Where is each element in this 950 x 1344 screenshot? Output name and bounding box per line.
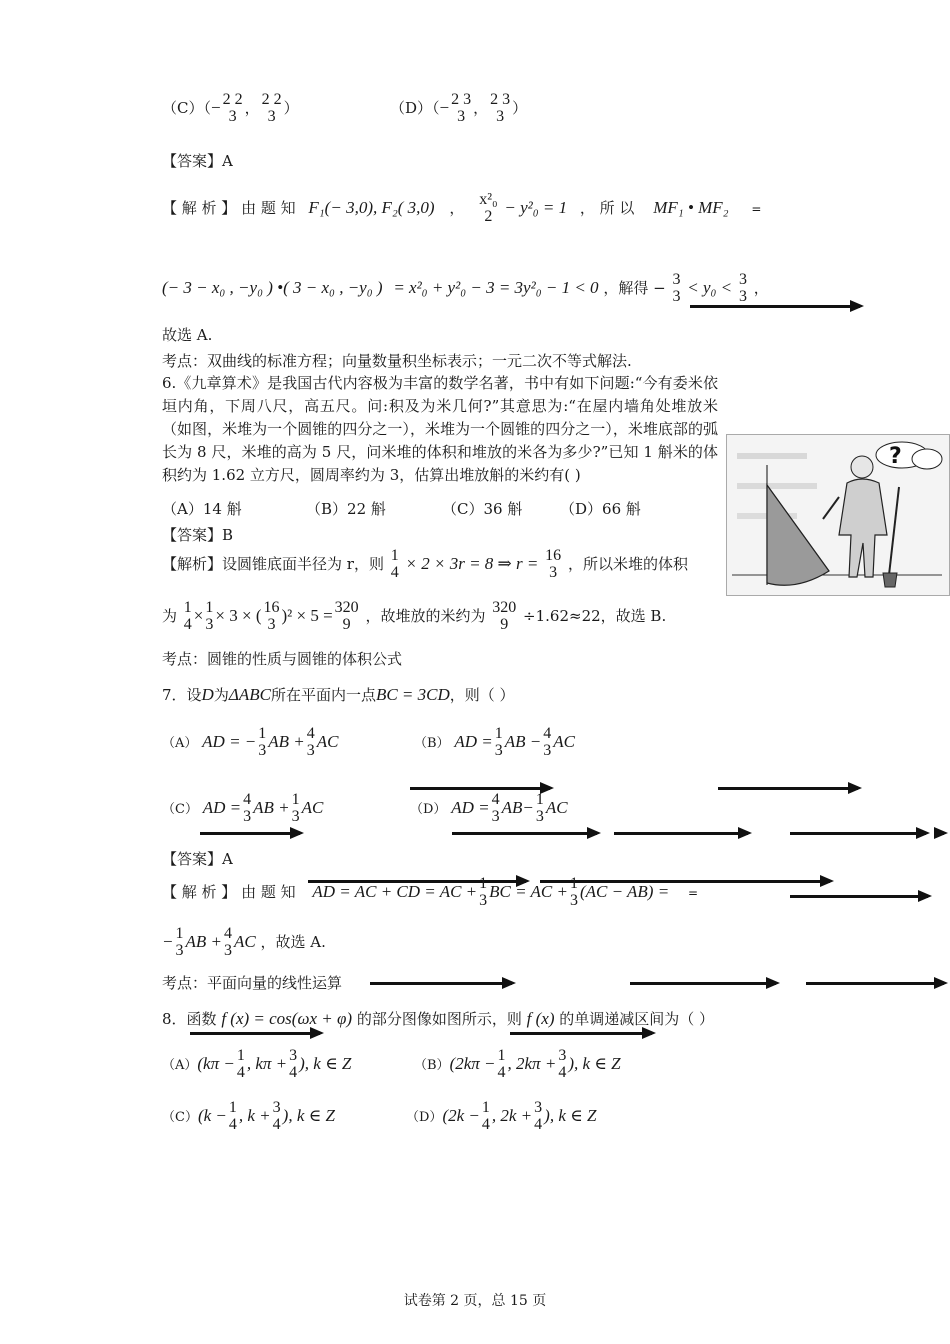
fraction: 1 3 xyxy=(479,875,488,909)
q5-kaodian: 考点：双曲线的标准方程；向量数量积坐标表示；一元二次不等式解法. xyxy=(162,352,632,370)
fraction: 4 3 xyxy=(306,725,315,759)
q6-kaodian: 考点：圆锥的性质与圆锥的体积公式 xyxy=(162,650,403,668)
q6-stem: 6.《九章算术》是我国古代内容极为丰富的数学名著，书中有如下问题:“今有委米依垣内角，下周八尺，高五尺。问:积及为米几何?”其意思为:“在屋内墙角处堆放米（如图，米堆为一个圆锥的四分之一），米堆为一个圆锥的四分之一），米堆底部的弧长为 8 尺，米堆的高为 5 尺，问米堆的体积和堆放的米各为多少?”已知 1 斛米的体积约为 1.62 立方尺，圆周率约为 3，估算出堆放斛的米约有( ) xyxy=(162,374,718,484)
fraction: 1 3 xyxy=(175,925,184,959)
vector-arrow xyxy=(452,832,597,835)
vector-arrow xyxy=(718,787,858,790)
fraction: 1 4 xyxy=(228,1099,237,1133)
fraction: 16 3 xyxy=(263,599,280,633)
fraction: 2 2 3 xyxy=(261,91,282,125)
fraction: 4 3 xyxy=(543,725,552,759)
q5-analysis-line2: (− 3 − x₀ , −y₀ ) •( 3 − x₀ , −y₀ ) = x²₀ + y²₀ − 3 = 3y²₀ − 1 < 0 ，解得 − 3 3 < y₀ < 3 3 ， xyxy=(162,271,769,305)
q6-option-d: （D）66 斛 xyxy=(560,500,641,518)
q5-option-d: （D）（− 2 3 3 ， 2 3 3 ） xyxy=(390,91,528,125)
fraction: 1 4 xyxy=(183,599,192,633)
q5-answer: 【答案】A xyxy=(162,152,233,170)
q7-analysis-line1: 【 解 析 】 由 题 知 AD = AC + CD = AC + 1 3 BC = AC + 1 3 (AC − AB) = = xyxy=(162,875,699,909)
q7-option-c: （C） AD = 4 3 AB + 1 3 AC xyxy=(162,791,324,825)
vector-arrow xyxy=(630,982,776,985)
fraction: 1 3 xyxy=(494,725,503,759)
fraction: 2 2 3 xyxy=(222,91,243,125)
q8-stem: 8．函数 f (x) = cos(ωx + φ) 的部分图像如图所示，则 f (x) 的单调递减区间为（ ） xyxy=(162,1009,715,1028)
fraction: 4 3 xyxy=(223,925,232,959)
q6-option-c: （C）36 斛 xyxy=(442,500,523,518)
fraction: x²₀ 2 xyxy=(479,191,498,225)
vector-arrow xyxy=(190,1032,320,1035)
page-footer: 试卷第 2 页，总 15 页 xyxy=(403,1293,547,1309)
fraction: 1 3 xyxy=(569,875,578,909)
q5-option-c: （C）（− 2 2 3 ， 2 2 3 ） xyxy=(162,91,299,125)
fraction: 1 3 xyxy=(258,725,267,759)
question-mark-icon: ? xyxy=(889,444,902,469)
fraction: 1 4 xyxy=(497,1047,506,1081)
fraction: 3 4 xyxy=(289,1047,298,1081)
fraction: 1 3 xyxy=(291,791,300,825)
vector-arrow xyxy=(200,832,300,835)
q6-option-a: （A）14 斛 xyxy=(162,500,242,518)
q6-option-b: （B）22 斛 xyxy=(306,500,386,518)
q7-stem: 7．设D为ΔABC所在平面内一点BC = 3CD，则（ ） xyxy=(162,685,515,704)
vector-arrow xyxy=(510,1032,652,1035)
fraction: 1 4 xyxy=(390,547,399,581)
q8-option-c: （C）(k − 1 4 , k + 3 4 ), k ∈ Z xyxy=(162,1099,335,1133)
fraction: 2 3 3 xyxy=(451,91,472,125)
fraction: 1 4 xyxy=(236,1047,245,1081)
fraction: 1 4 xyxy=(481,1099,490,1133)
fraction: 1 3 xyxy=(535,791,544,825)
q7-option-d: （D） AD = 4 3 AB− 1 3 AC xyxy=(410,791,568,825)
q8-option-b: （B）(2kπ − 1 4 , 2kπ + 3 4 ), k ∈ Z xyxy=(414,1047,621,1081)
vector-arrow xyxy=(614,832,748,835)
vector-arrow xyxy=(790,895,928,898)
q7-kaodian: 考点：平面向量的线性运算 xyxy=(162,974,343,992)
q6-answer: 【答案】B xyxy=(162,526,234,544)
fraction: 2 3 3 xyxy=(490,91,511,125)
vector-arrow xyxy=(690,305,860,308)
q5-analysis-line1: 【 解 析 】 由 题 知 F₁(− 3,0), F₂( 3,0) ， x²₀ 2 − y²₀ = 1 ， 所 以 MF₁ • MF₂ = xyxy=(162,191,762,225)
vector-arrow xyxy=(790,832,926,835)
fraction: 3 3 xyxy=(738,271,747,305)
q6-analysis-line2: 为 1 4 × 1 3 × 3 × ( 16 3 )² × 5 = 320 9 ，故堆放的米约为 320 9 ÷1.62≈22，故选 B. xyxy=(162,599,667,633)
q8-option-a: （A）(kπ − 1 4 , kπ + 3 4 ), k ∈ Z xyxy=(162,1047,352,1081)
rice-pile-drawing xyxy=(727,435,949,595)
fraction: 3 4 xyxy=(272,1099,281,1133)
q5-choose: 故选 A. xyxy=(162,326,213,344)
q7-option-a: （A） AD = − 1 3 AB + 4 3 AC xyxy=(162,725,339,759)
vector-arrow xyxy=(936,832,944,835)
q8-option-d: （D）(2k − 1 4 , 2k + 3 4 ), k ∈ Z xyxy=(406,1099,597,1133)
vector-arrow xyxy=(806,982,944,985)
vector-arrow xyxy=(370,982,512,985)
fraction: 16 3 xyxy=(545,547,562,581)
fraction: 320 9 xyxy=(492,599,517,633)
rice-pile-illustration xyxy=(726,434,950,596)
q7-analysis-line2: − 1 3 AB + 4 3 AC ，故选 A. xyxy=(162,925,326,959)
fraction: 320 9 xyxy=(334,599,359,633)
fraction: 4 3 xyxy=(243,791,252,825)
q7-answer: 【答案】A xyxy=(162,850,233,868)
fraction: 3 3 xyxy=(672,271,681,305)
fraction: 3 4 xyxy=(558,1047,567,1081)
vector-arrow xyxy=(410,787,550,790)
fraction: 4 3 xyxy=(491,791,500,825)
q7-option-b: （B） AD = 1 3 AB − 4 3 AC xyxy=(414,725,575,759)
q6-analysis-line1: 【解析】设圆锥底面半径为 r，则 1 4 × 2 × 3r = 8 ⇒ r = 16 3 ，所以米堆的体积 xyxy=(162,547,688,581)
fraction: 1 3 xyxy=(205,599,214,633)
fraction: 3 4 xyxy=(534,1099,543,1133)
